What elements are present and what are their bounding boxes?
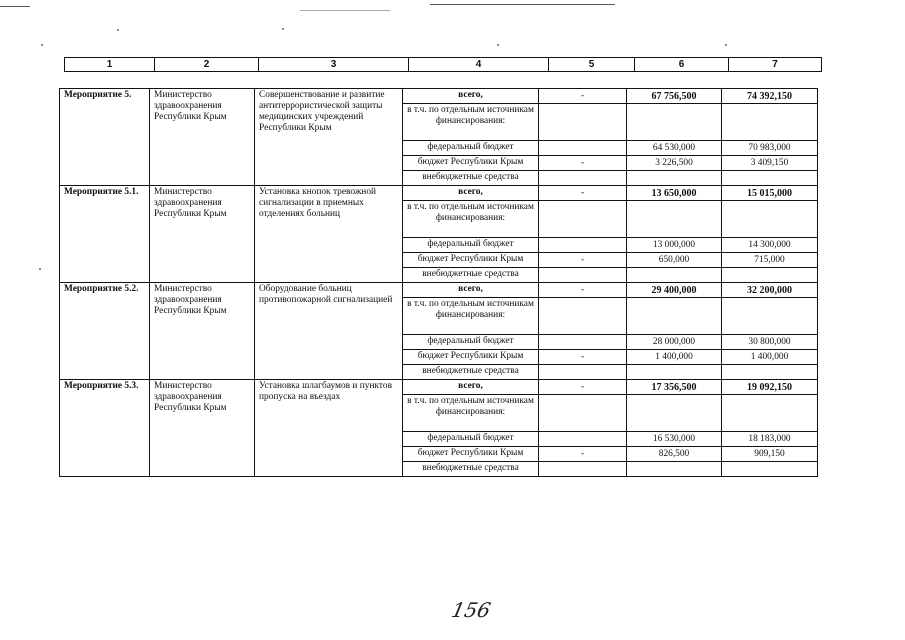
col7-amount: [722, 298, 818, 335]
col6-amount: 13 000,000: [627, 238, 722, 253]
col5-value: -: [539, 350, 627, 365]
scan-artifact-line: [300, 10, 390, 11]
scan-artifact-dot: [117, 29, 119, 31]
col5-value: -: [539, 186, 627, 201]
col7-amount: 3 409,150: [722, 156, 818, 171]
col7-amount: 715,000: [722, 253, 818, 268]
measure-id: Мероприятие 5.3.: [60, 380, 150, 477]
funding-source-label: бюджет Республики Крым: [403, 447, 539, 462]
funding-source-label: в т.ч. по отдельным источникам финансирования:: [403, 298, 539, 335]
measure-name: Совершенствование и развитие антитеррористической защиты медицинских учреждений Республики Крым: [255, 89, 403, 186]
col5-value: [539, 365, 627, 380]
scan-artifact-dot: [497, 44, 499, 46]
col6-amount: 17 356,500: [627, 380, 722, 395]
funding-source-label: в т.ч. по отдельным источникам финансирования:: [403, 395, 539, 432]
measure-name: Установка шлагбаумов и пунктов пропуска на въездах: [255, 380, 403, 477]
col5-value: -: [539, 89, 627, 104]
header-col-5: 5: [549, 58, 635, 72]
responsible-org: Министерство здравоохранения Республики Крым: [150, 89, 255, 186]
table-row: [60, 380, 818, 395]
col7-amount: 30 800,000: [722, 335, 818, 350]
column-number-header: [64, 57, 822, 72]
funding-source-label: внебюджетные средства: [403, 365, 539, 380]
col6-amount: [627, 395, 722, 432]
scan-artifact-line: [0, 6, 30, 7]
col6-amount: 826,500: [627, 447, 722, 462]
col7-amount: 15 015,000: [722, 186, 818, 201]
col7-amount: [722, 104, 818, 141]
col5-value: [539, 462, 627, 477]
measure-name: Установка кнопок тревожной сигнализации в приемных отделениях больниц: [255, 186, 403, 283]
col7-amount: [722, 462, 818, 477]
col5-value: [539, 335, 627, 350]
funding-source-label: бюджет Республики Крым: [403, 156, 539, 171]
col7-amount: [722, 365, 818, 380]
responsible-org: Министерство здравоохранения Республики Крым: [150, 283, 255, 380]
page-number-handwritten: 156: [449, 598, 493, 622]
funding-source-label: всего,: [403, 186, 539, 201]
col7-amount: [722, 171, 818, 186]
funding-source-label: всего,: [403, 380, 539, 395]
funding-source-label: федеральный бюджет: [403, 335, 539, 350]
header-col-4: 4: [409, 58, 549, 72]
col5-value: [539, 171, 627, 186]
col7-amount: 18 183,000: [722, 432, 818, 447]
col5-value: -: [539, 253, 627, 268]
measure-id: Мероприятие 5.1.: [60, 186, 150, 283]
col5-value: [539, 298, 627, 335]
funding-source-label: бюджет Республики Крым: [403, 253, 539, 268]
scan-artifact-dot: [725, 44, 727, 46]
col5-value: -: [539, 380, 627, 395]
col6-amount: 3 226,500: [627, 156, 722, 171]
col6-amount: [627, 171, 722, 186]
col7-amount: 19 092,150: [722, 380, 818, 395]
col5-value: -: [539, 156, 627, 171]
funding-source-label: федеральный бюджет: [403, 141, 539, 156]
scan-artifact-dot: [39, 268, 41, 270]
col6-amount: [627, 201, 722, 238]
col5-value: [539, 141, 627, 156]
responsible-org: Министерство здравоохранения Республики Крым: [150, 380, 255, 477]
col6-amount: 650,000: [627, 253, 722, 268]
col6-amount: [627, 104, 722, 141]
header-col-1: 1: [65, 58, 155, 72]
funding-source-label: внебюджетные средства: [403, 462, 539, 477]
funding-source-label: федеральный бюджет: [403, 432, 539, 447]
col7-amount: 909,150: [722, 447, 818, 462]
col5-value: [539, 268, 627, 283]
responsible-org: Министерство здравоохранения Республики Крым: [150, 186, 255, 283]
funding-source-label: бюджет Республики Крым: [403, 350, 539, 365]
funding-source-label: внебюджетные средства: [403, 171, 539, 186]
funding-table: [59, 88, 818, 477]
col6-amount: [627, 462, 722, 477]
header-col-7: 7: [729, 58, 822, 72]
table-row: [60, 186, 818, 201]
col7-amount: [722, 395, 818, 432]
table-row: [60, 283, 818, 298]
scan-artifact-dot: [41, 44, 43, 46]
header-col-6: 6: [635, 58, 729, 72]
col6-amount: 29 400,000: [627, 283, 722, 298]
funding-source-label: в т.ч. по отдельным источникам финансирования:: [403, 104, 539, 141]
col6-amount: 64 530,000: [627, 141, 722, 156]
col6-amount: [627, 298, 722, 335]
col6-amount: 67 756,500: [627, 89, 722, 104]
col7-amount: 74 392,150: [722, 89, 818, 104]
funding-source-label: федеральный бюджет: [403, 238, 539, 253]
col5-value: -: [539, 283, 627, 298]
col5-value: [539, 201, 627, 238]
col5-value: [539, 104, 627, 141]
header-row: [65, 58, 822, 72]
funding-source-label: в т.ч. по отдельным источникам финансирования:: [403, 201, 539, 238]
measure-id: Мероприятие 5.2.: [60, 283, 150, 380]
scan-artifact-dot: [282, 28, 284, 30]
header-col-2: 2: [155, 58, 259, 72]
col5-value: [539, 238, 627, 253]
col7-amount: [722, 268, 818, 283]
header-col-3: 3: [259, 58, 409, 72]
col5-value: [539, 432, 627, 447]
col7-amount: 70 983,000: [722, 141, 818, 156]
col5-value: [539, 395, 627, 432]
table-row: [60, 89, 818, 104]
col6-amount: 13 650,000: [627, 186, 722, 201]
col7-amount: 1 400,000: [722, 350, 818, 365]
col6-amount: 28 000,000: [627, 335, 722, 350]
funding-source-label: внебюджетные средства: [403, 268, 539, 283]
measure-name: Оборудование больниц противопожарной сигнализацией: [255, 283, 403, 380]
col5-value: -: [539, 447, 627, 462]
col6-amount: 16 530,000: [627, 432, 722, 447]
funding-source-label: всего,: [403, 89, 539, 104]
col7-amount: 32 200,000: [722, 283, 818, 298]
measure-id: Мероприятие 5.: [60, 89, 150, 186]
col6-amount: 1 400,000: [627, 350, 722, 365]
col6-amount: [627, 268, 722, 283]
scan-artifact-line: [430, 4, 615, 5]
col7-amount: [722, 201, 818, 238]
col7-amount: 14 300,000: [722, 238, 818, 253]
funding-source-label: всего,: [403, 283, 539, 298]
col6-amount: [627, 365, 722, 380]
